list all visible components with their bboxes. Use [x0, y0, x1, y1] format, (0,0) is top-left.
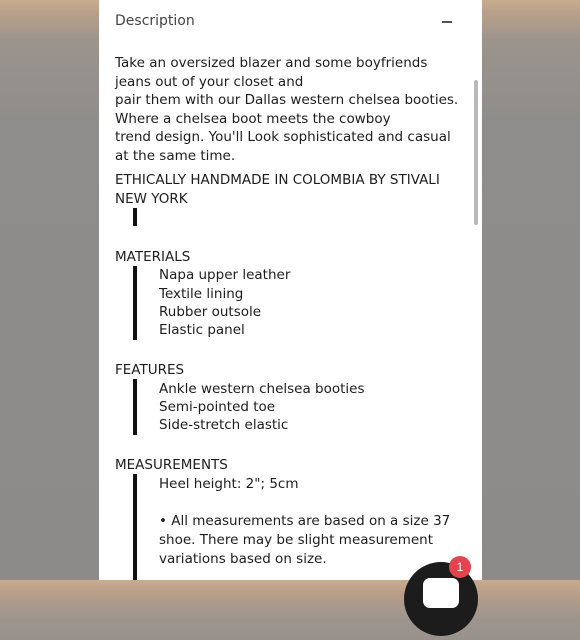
materials-item: Elastic panel	[159, 322, 245, 338]
collapse-icon[interactable]	[442, 21, 452, 23]
description-panel	[99, 0, 482, 580]
features-item: Side-stretch elastic	[159, 417, 289, 433]
description-line-2: pair them with our Dallas western chelsea booties. Where a chelsea boot meets the cowboy	[115, 92, 459, 127]
measurements-bar	[133, 474, 137, 580]
features-title: FEATURES	[115, 362, 185, 378]
features-item: Semi-pointed toe	[159, 399, 276, 415]
features-item: Ankle western chelsea booties	[159, 381, 365, 397]
materials-bar	[133, 266, 137, 340]
materials-item: Napa upper leather	[159, 267, 291, 283]
materials-title: MATERIALS	[115, 249, 191, 265]
measurements-title: MEASUREMENTS	[115, 457, 228, 473]
description-line-1: Take an oversized blazer and some boyfriends jeans out of your closet and	[115, 55, 428, 90]
description-line-3: trend design. You'll Look sophisticated and casual at the same time.	[115, 129, 451, 164]
quote-bar	[133, 208, 137, 226]
materials-item: Textile lining	[159, 286, 244, 302]
ethical-statement: ETHICALLY HANDMADE IN COLOMBIA BY STIVALI NEW YORK	[115, 172, 440, 207]
scrollbar-thumb[interactable]	[474, 80, 478, 225]
description-header[interactable]: Description	[115, 13, 195, 29]
materials-item: Rubber outsole	[159, 304, 262, 320]
notification-badge: 1	[449, 556, 471, 578]
measurements-heel: Heel height: 2"; 5cm	[159, 476, 299, 492]
measurements-note: • All measurements are based on a size 37 shoe. There may be slight measurement variations based on size.	[159, 513, 451, 567]
description-text	[115, 54, 465, 165]
features-bar	[133, 379, 137, 435]
